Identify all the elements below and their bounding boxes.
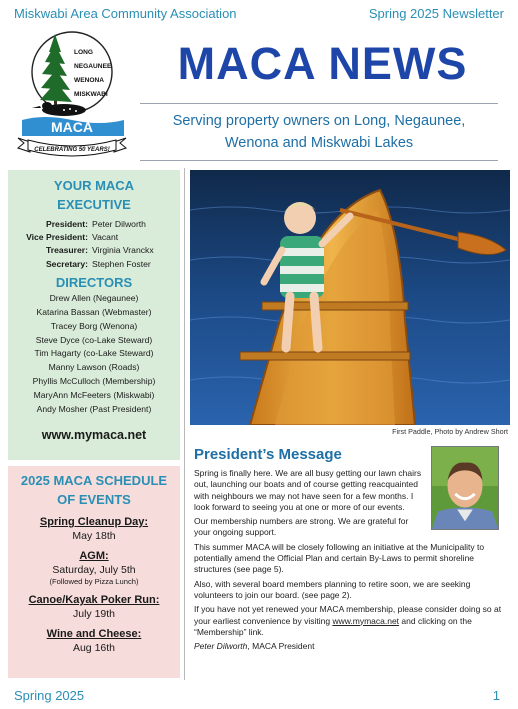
schedule-heading-line-1: 2025 MACA SCHEDULE xyxy=(20,473,168,488)
director-item: Tracey Borg (Wenona) xyxy=(50,320,138,331)
message-paragraph: This summer MACA will be closely following an initiative at the Municipality to potentially amend the Official Plan and certain By-Laws to permit shoreline structures (see page 5). xyxy=(194,541,485,575)
officer-row xyxy=(8,218,180,231)
message-paragraph: Also, with several board members planning to retire soon, we are seeking volunteers to join our board. (see page 2). xyxy=(194,578,471,600)
event-item xyxy=(8,549,180,587)
event-date: Saturday, July 5th xyxy=(52,564,136,576)
logo-banner-text: CELEBRATING 50 YEARS! xyxy=(34,147,110,153)
tagline-line-1: Serving property owners on Long, Negaunee, xyxy=(172,113,466,129)
officer-name: Peter Dilworth xyxy=(92,219,146,229)
logo-lake-wenona: WENONA xyxy=(74,77,105,84)
message-text: If you have not yet renewed your MACA membership, please consider doing so at your earliest convenience by visiting xyxy=(194,604,502,626)
officer-name: Virginia Vranckx xyxy=(92,245,154,256)
event-note: (Followed by Pizza Lunch) xyxy=(49,577,139,586)
org-name: Miskwabi Area Community Association xyxy=(14,5,237,21)
director-item: Katarina Bassan (Webmaster) xyxy=(36,306,152,317)
masthead-rule-top xyxy=(140,103,498,104)
issue-label: Spring 2025 Newsletter xyxy=(368,5,504,21)
director-item: Manny Lawson (Roads) xyxy=(48,362,140,373)
officer-row xyxy=(8,244,180,257)
schedule-heading-line-2: OF EVENTS xyxy=(57,492,131,507)
event-name: Wine and Cheese: xyxy=(46,628,142,640)
president-message-body xyxy=(194,468,506,655)
message-text: and clicking on the “Membership” link. xyxy=(194,615,472,637)
officer-role: Treasurer: xyxy=(45,245,88,256)
officer-list xyxy=(8,218,180,271)
logo-lake-long: LONG xyxy=(74,49,94,56)
event-name: Spring Cleanup Day: xyxy=(39,516,149,528)
top-bar xyxy=(14,4,504,22)
column-divider xyxy=(184,168,185,680)
website-link[interactable]: www.mymaca.net xyxy=(41,427,147,442)
photo-caption: First Paddle, Photo by Andrew Short xyxy=(392,427,508,436)
director-list xyxy=(8,292,180,417)
director-item: MaryAnn McFeeters (Miskwabi) xyxy=(33,390,155,401)
signature-role: , MACA President xyxy=(247,641,315,652)
executive-heading-line-1: YOUR MACA xyxy=(53,178,135,193)
masthead-rule-bottom xyxy=(140,160,498,161)
event-name: Canoe/Kayak Poker Run: xyxy=(28,594,160,606)
president-message-title: President’s Message xyxy=(194,446,342,463)
event-date: Aug 16th xyxy=(72,642,116,654)
director-item: Phyllis McCulloch (Membership) xyxy=(32,376,156,387)
officer-row xyxy=(8,231,180,244)
logo-lake-negaunee: NEGAUNEE xyxy=(74,63,112,70)
director-item: Steve Dyce (co-Lake Steward) xyxy=(35,334,153,345)
director-item: Tim Hagarty (co-Lake Steward) xyxy=(34,348,154,359)
event-date: July 19th xyxy=(72,608,116,620)
officer-role: Secretary: xyxy=(45,258,88,269)
schedule-heading xyxy=(8,471,180,509)
event-name: AGM: xyxy=(79,550,109,562)
tagline-line-2: Wenona and Miskwabi Lakes xyxy=(224,135,414,151)
executive-heading-line-2: EXECUTIVE xyxy=(57,197,131,212)
executive-heading xyxy=(8,176,180,214)
canoe-photo xyxy=(190,170,510,425)
logo-lake-miskwabi: MISKWABI xyxy=(74,91,108,98)
executive-panel xyxy=(8,170,180,460)
event-item xyxy=(8,593,180,621)
director-item: Drew Allen (Negaunee) xyxy=(49,292,139,303)
message-paragraph: Spring is finally here. We are all busy getting our lawn chairs out, launching our boats and of course getting reacquainted with neighbours we may not have seen for a few months. I look forward to seeing you at one or more of our events. xyxy=(194,468,422,512)
directors-heading: DIRECTORS xyxy=(55,274,133,290)
officer-role: President: xyxy=(45,219,88,229)
maca-logo xyxy=(14,26,136,158)
signature xyxy=(194,641,506,652)
footer-issue: Spring 2025 xyxy=(14,688,85,703)
message-paragraph: Our membership numbers are strong. We are grateful for your ongoing support. xyxy=(194,516,409,538)
masthead-tagline xyxy=(140,110,498,154)
masthead-title: MACA NEWS xyxy=(177,38,468,89)
signature-name: Peter Dilworth xyxy=(194,641,248,652)
director-item: Andy Mosher (Past President) xyxy=(36,404,152,415)
message-paragraph xyxy=(194,604,506,638)
logo-acronym: MACA xyxy=(51,119,93,135)
officer-role: Vice President: xyxy=(26,232,88,243)
footer xyxy=(14,688,500,703)
officer-name: Stephen Foster xyxy=(92,258,151,269)
event-item xyxy=(8,515,180,543)
event-date: May 18th xyxy=(72,530,116,542)
schedule-panel xyxy=(8,466,180,678)
event-item xyxy=(8,627,180,655)
officer-name: Vacant xyxy=(92,232,119,243)
officer-row xyxy=(8,258,180,271)
page-number: 1 xyxy=(492,688,500,703)
membership-link[interactable]: www.mymaca.net xyxy=(332,615,400,626)
